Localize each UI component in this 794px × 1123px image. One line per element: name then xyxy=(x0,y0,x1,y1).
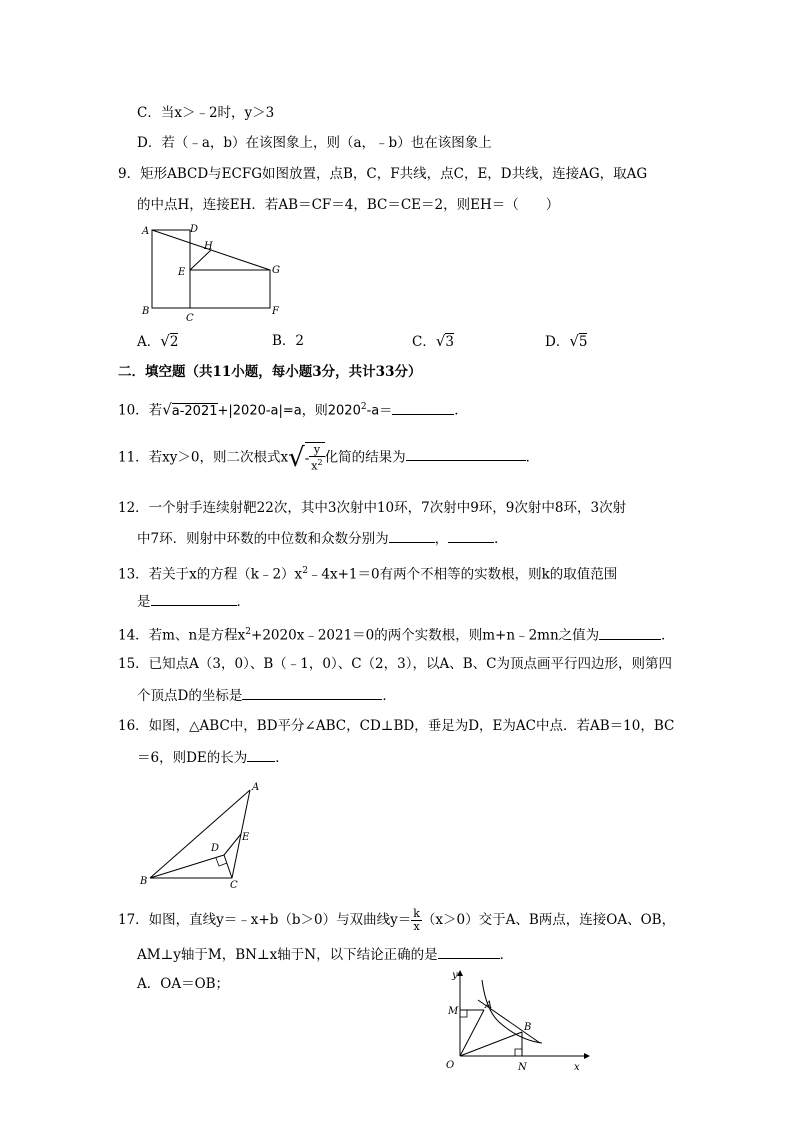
q12-blank-median[interactable] xyxy=(389,529,435,543)
q8-option-c: C．当x＞﹣2时，y＞3 xyxy=(137,105,275,121)
q12-line2: 中7环．则射中环数的中位数和众数分别为 ， ． xyxy=(137,531,508,547)
q12-blank-mode[interactable] xyxy=(448,529,494,543)
q8-option-d: D．若（﹣a，b）在该图象上，则（a，﹣b）也在该图象上 xyxy=(137,135,492,151)
q17-blank[interactable] xyxy=(438,945,500,959)
label-a: A xyxy=(142,226,150,237)
q11: 11．若xy＞0，则二次根式x√- $\frac{y}{x^2}$ 化简的结果为 ． xyxy=(118,442,540,473)
q14-blank[interactable] xyxy=(599,626,661,640)
label-b: B xyxy=(140,876,148,887)
q9-text-line2: 的中点H，连接EH．若AB＝CF＝4，BC＝CE＝2，则EH＝（ ） xyxy=(137,197,560,213)
q9-figure xyxy=(138,222,298,322)
label-c: C xyxy=(230,880,238,891)
rect-ecfg xyxy=(190,270,270,308)
label-d: D xyxy=(211,843,220,854)
q9-option-c: C．√3 xyxy=(412,332,454,350)
label-b: B xyxy=(524,1022,532,1033)
q9-option-a: A．√2 xyxy=(137,332,179,350)
q14: 14．若m、n是方程$x^2+2020x﹣2021=0$的两个实数根，则m+n﹣2mn之值为 ． xyxy=(118,627,675,644)
q9-option-d: D．√5 xyxy=(545,332,588,350)
label-e: E xyxy=(242,832,250,843)
q10: 10．若√a-2021+|2020-a|=a，则$2020^2-a=$ ． xyxy=(118,400,468,419)
q15-blank[interactable] xyxy=(242,686,382,700)
q15-line1: 15．已知点A（3，0）、B（﹣1，0）、C（2，3），以A、B、C为顶点画平行四边形，则第四 xyxy=(118,656,672,672)
q13-blank[interactable] xyxy=(151,592,237,606)
q13-line2: 是 ． xyxy=(137,594,250,610)
label-d: D xyxy=(190,224,199,235)
q17-line1: 17．如图，直线y＝﹣x+b（b＞0）与双曲线y＝ $\frac{k}{x}$ （x＞0）交于A、B两点，连接OA、OB， xyxy=(118,907,676,933)
q16-blank[interactable] xyxy=(247,748,275,762)
q17-option-a: A．OA＝OB； xyxy=(137,976,230,992)
label-x: x xyxy=(574,1062,580,1073)
label-a: A xyxy=(252,782,260,793)
label-c: C xyxy=(186,313,194,324)
q16-figure xyxy=(138,780,268,890)
q11-fraction: $\frac{y}{x^2}$ xyxy=(311,443,323,473)
q15-line2: 个顶点D的坐标是 ． xyxy=(137,688,396,704)
label-b: B xyxy=(142,306,150,317)
q17-figure xyxy=(424,970,594,1080)
label-g: G xyxy=(272,265,280,276)
q11-blank[interactable] xyxy=(406,447,526,461)
q9-option-b: B．2 xyxy=(272,333,305,349)
q17-line2: AM⊥y轴于M，BN⊥x轴于N，以下结论正确的是 ． xyxy=(137,947,514,963)
q16-line1: 16．如图，△ABC中，BD平分∠ABC，CD⊥BD，垂足为D，E为AC中点．若AB＝10，BC xyxy=(118,718,675,734)
q17-fraction: $\frac{k}{x}$ xyxy=(413,907,420,933)
label-h: H xyxy=(204,241,213,252)
segment-eh xyxy=(190,250,211,270)
section-title: 二．填空题（共11小题，每小题3分，共计33分） xyxy=(118,364,422,380)
label-m: M xyxy=(448,1006,459,1017)
q16-line2: ＝6，则DE的长为 ． xyxy=(137,750,289,766)
label-f: F xyxy=(272,306,279,317)
q9-text-line1: 9．矩形ABCD与ECFG如图放置，点B，C，F共线，点C，E，D共线，连接AG，取AG xyxy=(118,166,648,182)
q10-blank[interactable] xyxy=(392,401,454,415)
q13-line1: 13．若关于x的方程$(k﹣2)x^2﹣4x+1=0$有两个不相等的实数根，则k的取值范围 xyxy=(118,566,618,583)
label-a: A xyxy=(485,1000,493,1011)
label-o: O xyxy=(446,1060,455,1071)
label-e: E xyxy=(178,267,186,278)
label-y: y xyxy=(452,970,458,981)
label-n: N xyxy=(518,1062,527,1073)
q12-line1: 12．一个射手连续射靶22次，其中3次射中10环，7次射中9环，9次射中8环，3次射 xyxy=(118,500,627,516)
